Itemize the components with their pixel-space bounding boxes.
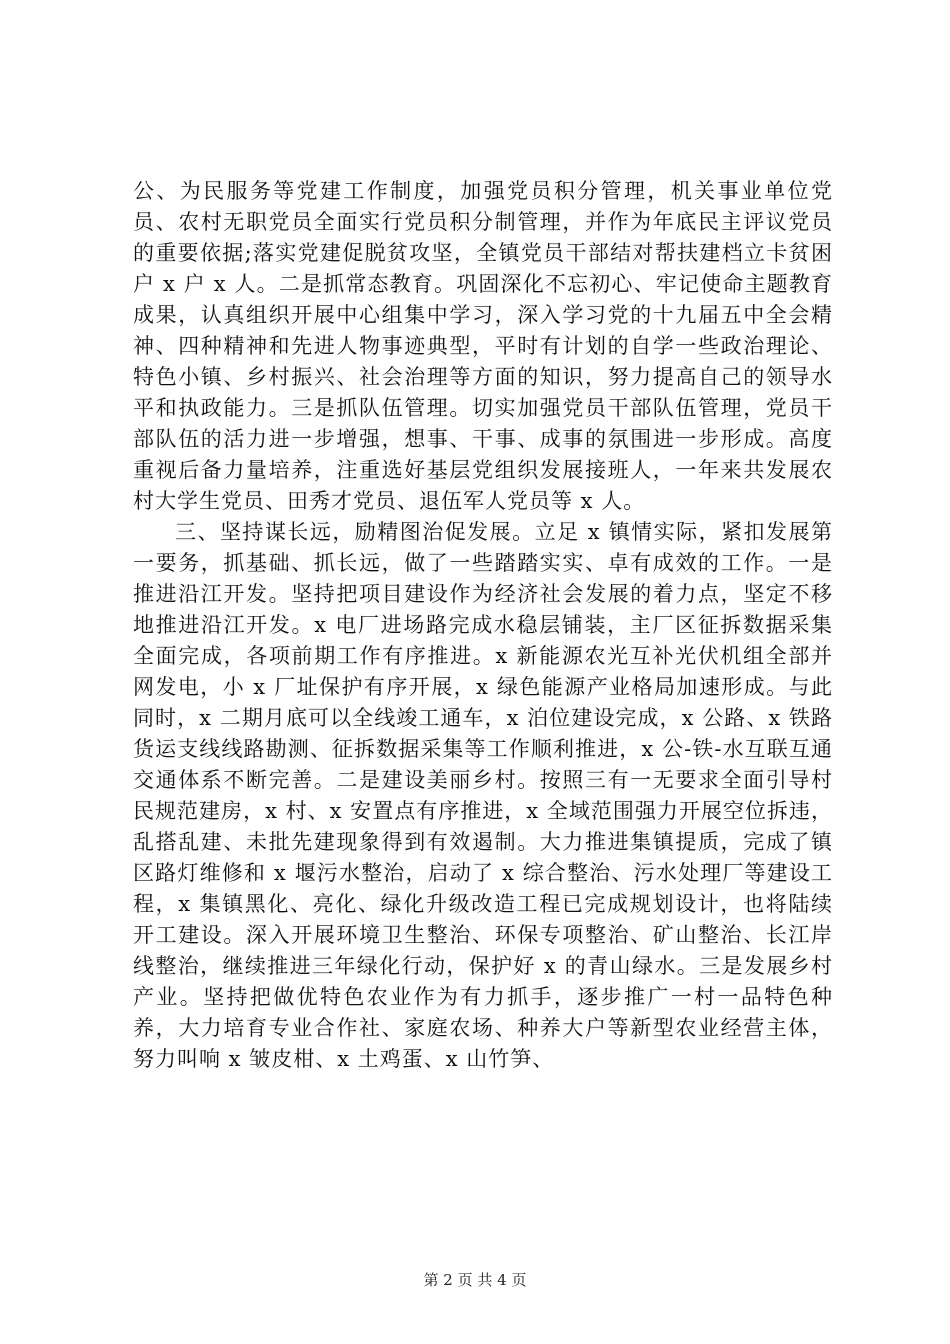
paragraph-2: 三、坚持谋长远，励精图治促发展。立足 x 镇情实际，紧扣发展第一要务，抓基础、抓长远，做了一些踏踏实实、卓有成效的工作。一是推进沿江开发。坚持把项目建设作为经济社会发展的着力点，坚定不移地推进沿江开发。x 电厂进场路完成水稳层铺装，主厂区征拆数据采集全面完成，各项前期工作有序推进。x 新能源农光互补光伏机组全部并网发电，小 x 厂址保护有序开展，x 绿色能源产业格局加速形成。与此同时，x 二期月底可以全线竣工通车，x 泊位建设完成，x 公路、x 铁路货运支线线路勘测、征拆数据采集等工作顺利推进，x 公-铁-水互联互通交通体系不断完善。二是建设美丽乡村。按照三有一无要求全面引导村民规范建房，x 村、x 安置点有序推进，x 全域范围强力开展空位拆违，乱搭乱建、未批先建现象得到有效遏制。大力推进集镇提质，完成了镇区路灯维修和 x 堰污水整治，启动了 x 综合整治、污水处理厂等建设工程，x 集镇黑化、亮化、绿化升级改造工程已完成规划设计，也将陆续开工建设。深入开展环境卫生整治、环保专项整治、矿山整治、长江岸线整治，继续推进三年绿化行动，保护好 x 的青山绿水。三是发展乡村产业。坚持把做优特色农业作为有力抓手，逐步推广一村一品特色种养，大力培育专业合作社、家庭农场、种养大户等新型农业经营主体，努力叫响 x 皱皮柑、x 土鸡蛋、x 山竹笋、	[133, 520, 833, 1071]
document-body	[133, 176, 833, 1075]
paragraph-1: 公、为民服务等党建工作制度，加强党员积分管理，机关事业单位党员、农村无职党员全面实行党员积分制管理，并作为年底民主评议党员的重要依据;落实党建促脱贫攻坚，全镇党员干部结对帮扶建档立卡贫困户 x 户 x 人。二是抓常态教育。巩固深化不忘初心、牢记使命主题教育成果，认真组织开展中心组集中学习，深入学习党的十九届五中全会精神、四种精神和先进人物事迹典型，平时有计划的自学一些政治理论、特色小镇、乡村振兴、社会治理等方面的知识，努力提高自己的领导水平和执政能力。三是抓队伍管理。切实加强党员干部队伍管理，党员干部队伍的活力进一步增强，想事、干事、成事的氛围进一步形成。高度重视后备力量培养，注重选好基层党组织发展接班人，一年来共发展农村大学生党员、田秀才党员、退伍军人党员等 x 人。	[133, 179, 833, 513]
page-footer: 第 2 页 共 4 页	[423, 1271, 527, 1289]
